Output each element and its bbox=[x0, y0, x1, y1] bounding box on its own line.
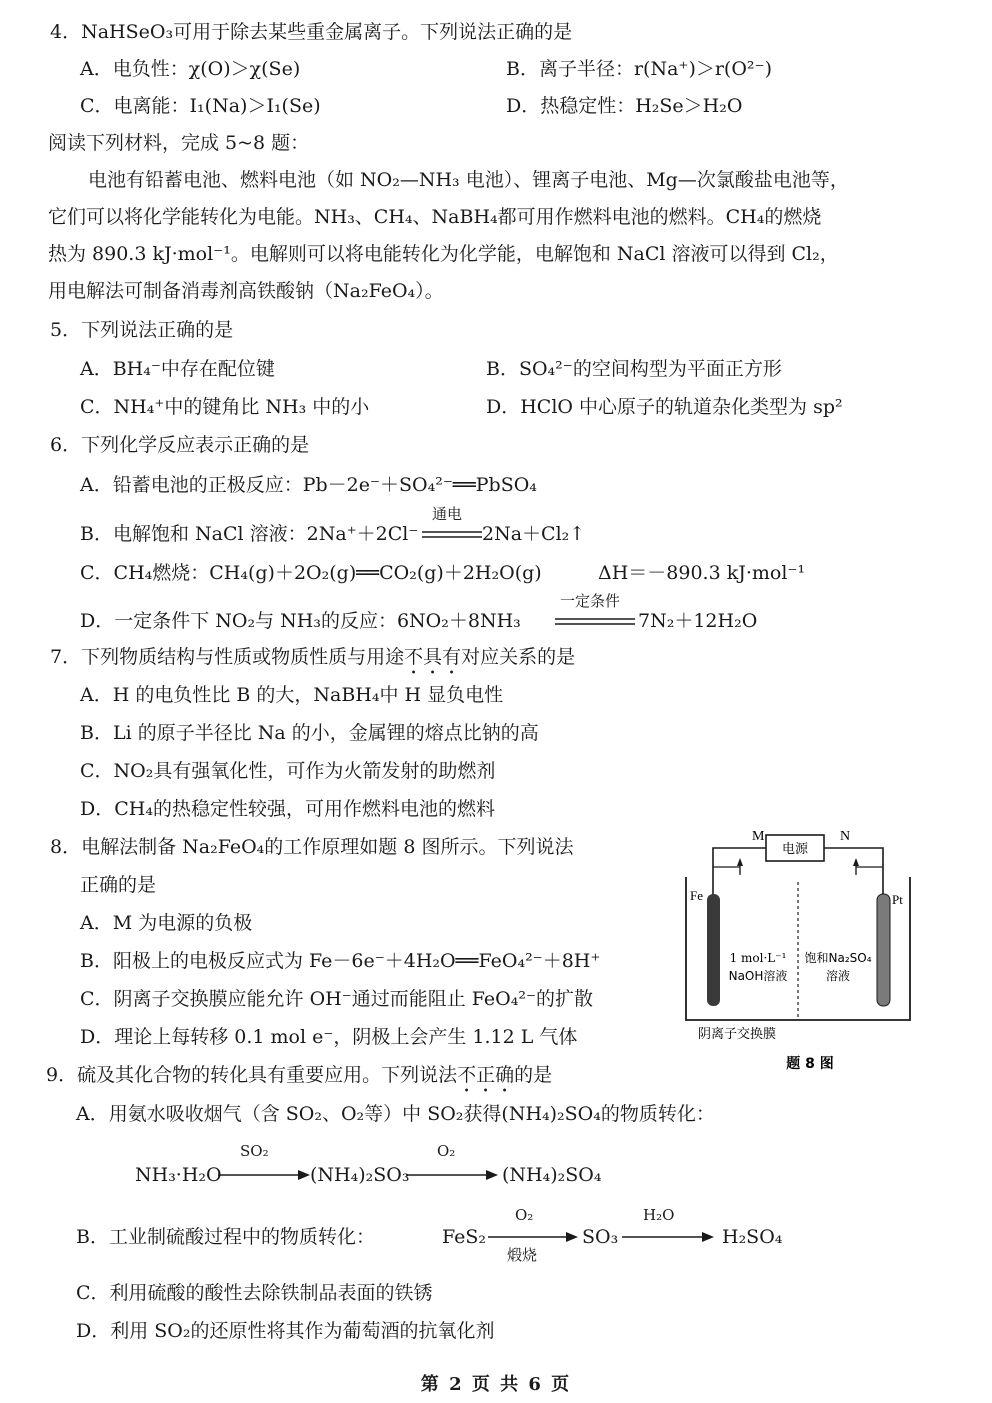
q9-b-condition2: H₂O bbox=[643, 1206, 675, 1224]
q5-stem bbox=[0, 312, 992, 348]
reading-p3-text: 热为 890.3 kJ·mol⁻¹。电解则可以将电能转化为化学能，电解饱和 NaCl 溶液可以得到 Cl₂， bbox=[48, 243, 839, 265]
reading-p1 bbox=[0, 162, 992, 198]
reading-p2-text: 它们可以将化学能转化为电能。NH₃、CH₄、NaBH₄都可用作燃料电池的燃料。CH₄的燃烧 bbox=[48, 206, 822, 228]
reading-p3 bbox=[0, 236, 992, 272]
q8-option-d-text: D．理论上每转移 0.1 mol e⁻，阴极上会产生 1.12 L 气体 bbox=[80, 1026, 578, 1048]
terminal-n-label: N bbox=[840, 829, 851, 844]
up-arrow-icon bbox=[853, 858, 859, 866]
q6-option-b-right: 2Na＋Cl₂↑ bbox=[482, 523, 586, 545]
q7-stem bbox=[0, 639, 992, 675]
reading-p2 bbox=[0, 199, 992, 235]
q7-option-a-text: A．H 的电负性比 B 的大，NaBH₄中 H 显负电性 bbox=[80, 684, 504, 706]
q9-b-species1: FeS₂ bbox=[442, 1226, 487, 1248]
reading-p1-text: 电池有铅蓄电池、燃料电池（如 NO₂—NH₃ 电池）、锂离子电池、Mg—次氯酸盐电池等， bbox=[88, 169, 849, 191]
right-arrow-icon bbox=[622, 1232, 714, 1242]
q6-option-b bbox=[0, 505, 992, 552]
q7-stem-b: 对应关系的是 bbox=[461, 646, 576, 668]
q9-option-d bbox=[0, 1313, 992, 1349]
q9-stem-emphasis: 不正确 bbox=[457, 1064, 515, 1086]
q8-option-c-text: C．阴离子交换膜应能允许 OH⁻通过而能阻止 FeO₄²⁻的扩散 bbox=[80, 988, 594, 1010]
power-supply-label: 电源 bbox=[781, 842, 809, 857]
q5-row1 bbox=[0, 351, 992, 387]
q6-option-d-left: D．一定条件下 NO₂与 NH₃的反应：6NO₂＋8NH₃ bbox=[80, 610, 521, 632]
right-arrow-icon bbox=[406, 1170, 498, 1180]
q9-option-b-text: B．工业制硫酸过程中的物质转化： bbox=[76, 1226, 375, 1248]
pt-label: Pt bbox=[892, 892, 903, 907]
q5-option-d: D．HClO 中心原子的轨道杂化类型为 sp² bbox=[486, 396, 843, 418]
q4-stem bbox=[0, 14, 992, 50]
q6-option-b-condition: 通电 bbox=[432, 505, 463, 523]
pt-electrode bbox=[877, 894, 890, 1006]
double-line-icon bbox=[422, 530, 482, 540]
q9-option-b bbox=[0, 1206, 992, 1264]
q6-option-c-left: C．CH₄燃烧：CH₄(g)＋2O₂(g)══CO₂(g)＋2H₂O(g) bbox=[80, 562, 542, 584]
q7-option-b bbox=[0, 715, 992, 751]
q9-option-d-text: D．利用 SO₂的还原性将其作为葡萄酒的抗氧化剂 bbox=[76, 1320, 495, 1342]
reading-p4-text: 用电解法可制备消毒剂高铁酸钠（Na₂FeO₄）。 bbox=[48, 280, 444, 302]
q6-stem bbox=[0, 427, 992, 463]
q6-option-b-left: B．电解饱和 NaCl 溶液：2Na⁺＋2Cl⁻ bbox=[80, 523, 419, 545]
fe-label: Fe bbox=[690, 888, 703, 903]
q9-a-condition1: SO₂ bbox=[240, 1142, 269, 1160]
q7-stem-emphasis: 不具有 bbox=[404, 646, 462, 668]
q6-option-c-right: ΔH＝－890.3 kJ·mol⁻¹ bbox=[598, 562, 806, 584]
q9-b-condition1-bottom: 煅烧 bbox=[507, 1246, 538, 1264]
q5-option-c: C．NH₄⁺中的键角比 NH₃ 中的小 bbox=[80, 396, 370, 418]
reading-intro-text: 阅读下列材料，完成 5~8 题： bbox=[48, 132, 310, 154]
q4-option-d: D．热稳定性：H₂Se＞H₂O bbox=[506, 95, 743, 117]
q9-a-condition2: O₂ bbox=[437, 1142, 456, 1160]
q9-option-a-text: A．用氨水吸收烟气（含 SO₂、O₂等）中 SO₂获得(NH₄)₂SO₄的物质转化： bbox=[76, 1103, 715, 1125]
up-arrow-icon bbox=[737, 858, 743, 866]
q5-option-a: A．BH₄⁻中存在配位键 bbox=[80, 358, 275, 380]
q8-stem1-text: 8．电解法制备 Na₂FeO₄的工作原理如题 8 图所示。下列说法 bbox=[50, 836, 574, 858]
q4-option-c: C．电离能：I₁(Na)＞I₁(Se) bbox=[80, 95, 321, 117]
q9-stem bbox=[0, 1057, 992, 1093]
q5-row2 bbox=[0, 389, 992, 425]
q4-row1 bbox=[0, 51, 992, 87]
q9-b-species2: SO₃ bbox=[582, 1226, 619, 1248]
q7-option-c-text: C．NO₂具有强氧化性，可作为火箭发射的助燃剂 bbox=[80, 760, 496, 782]
q6-option-a-text: A．铅蓄电池的正极反应：Pb－2e⁻＋SO₄²⁻══PbSO₄ bbox=[80, 474, 537, 496]
q8-option-a-text: A．M 为电源的负极 bbox=[80, 912, 253, 934]
q7-stem-a: 7．下列物质结构与性质或物质性质与用途 bbox=[50, 646, 405, 668]
right-arrow-icon bbox=[218, 1170, 310, 1180]
q7-option-d-text: D．CH₄的热稳定性较强，可用作燃料电池的燃料 bbox=[80, 798, 495, 820]
q9-stem-text bbox=[46, 1057, 552, 1097]
q5-stem-text: 5．下列说法正确的是 bbox=[50, 319, 234, 341]
q4-row2 bbox=[0, 88, 992, 124]
double-line-icon bbox=[555, 617, 635, 627]
terminal-m-label: M bbox=[752, 829, 765, 844]
q6-option-d-right: 7N₂＋12H₂O bbox=[638, 610, 758, 632]
q4-option-a: A．电负性：χ(O)＞χ(Se) bbox=[80, 58, 301, 80]
figure-caption: 题 8 图 bbox=[786, 1056, 834, 1072]
q9-option-c bbox=[0, 1275, 992, 1311]
right-solution-name: 饱和Na₂SO₄ bbox=[804, 951, 872, 965]
q9-stem-b: 的是 bbox=[514, 1064, 553, 1086]
q9-stem-a: 9．硫及其化合物的转化具有重要应用。下列说法 bbox=[46, 1064, 458, 1086]
left-solution-conc: 1 mol·L⁻¹ bbox=[729, 951, 787, 965]
q9-a-species2: (NH₄)₂SO₃ bbox=[310, 1164, 410, 1186]
q6-option-a bbox=[0, 467, 992, 503]
q6-option-d-condition: 一定条件 bbox=[560, 592, 621, 610]
q4-stem-text: 4．NaHSeO₃可用于除去某些重金属离子。下列说法正确的是 bbox=[50, 21, 573, 43]
reading-intro bbox=[0, 125, 992, 161]
q7-stem-text bbox=[50, 639, 575, 679]
membrane-label: 阴离子交换膜 bbox=[698, 1027, 777, 1042]
q9-b-condition1-top: O₂ bbox=[515, 1206, 534, 1224]
q9-a-species1: NH₃·H₂O bbox=[135, 1164, 222, 1186]
page-footer: 第 2 页 共 6 页 bbox=[420, 1374, 572, 1395]
q9-a-species3: (NH₄)₂SO₄ bbox=[502, 1164, 602, 1186]
q8-stem2-text: 正确的是 bbox=[80, 874, 157, 896]
q9-option-a-scheme bbox=[0, 1142, 992, 1193]
q7-option-c bbox=[0, 753, 992, 789]
q6-option-d bbox=[0, 592, 992, 639]
q6-option-c bbox=[0, 555, 992, 591]
fe-electrode bbox=[707, 894, 720, 1006]
left-solution-name: NaOH溶液 bbox=[728, 969, 788, 983]
q6-stem-text: 6．下列化学反应表示正确的是 bbox=[50, 434, 310, 456]
q5-option-b: B．SO₄²⁻的空间构型为平面正方形 bbox=[486, 358, 782, 380]
reading-p4 bbox=[0, 273, 992, 309]
q4-option-b: B．离子半径：r(Na⁺)＞r(O²⁻) bbox=[506, 58, 772, 80]
q9-b-species3: H₂SO₄ bbox=[722, 1226, 783, 1248]
q8-option-b-text: B．阳极上的电极反应式为 Fe－6e⁻＋4H₂O══FeO₄²⁻＋8H⁺ bbox=[80, 950, 601, 972]
q9-option-c-text: C．利用硫酸的酸性去除铁制品表面的铁锈 bbox=[76, 1282, 433, 1304]
q7-option-a bbox=[0, 677, 992, 713]
right-solution-suffix: 溶液 bbox=[825, 969, 851, 983]
electrolysis-diagram bbox=[680, 822, 920, 1082]
q7-option-b-text: B．Li 的原子半径比 Na 的小，金属锂的熔点比钠的高 bbox=[80, 722, 539, 744]
q9-option-a bbox=[0, 1096, 992, 1132]
